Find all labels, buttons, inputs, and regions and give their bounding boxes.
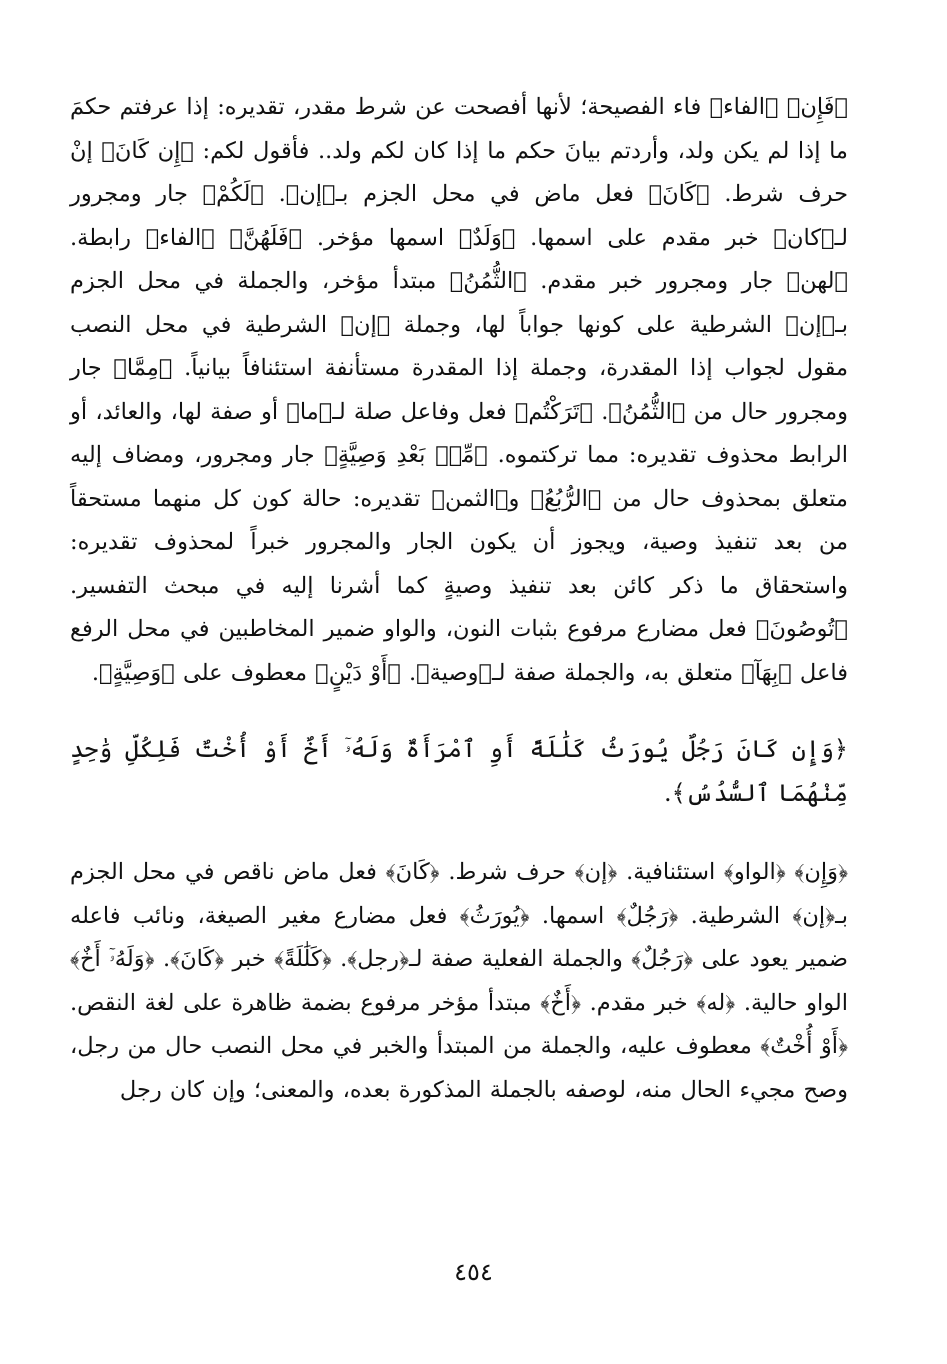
- page-number: ٤٥٤: [454, 1258, 493, 1286]
- quran-verse: ﴿وَإِن كَانَ رَجُلٌ يُورَثُ كَلَٰلَةً أَوِ ٱمْرَأَةٌ وَلَهُۥٓ أَخٌ أَوْ أُخْتٌ فَلِكُلِّ وَٰحِدٍ مِّنْهُمَا ٱلسُّدُسُ﴾.: [70, 735, 848, 807]
- paragraph-grammar-analysis-1: ﴿فَإِن﴾ ﴿الفاء﴾ فاء الفصيحة؛ لأنها أفصحت عن شرط مقدر، تقديره: إذا عرفتم حكمَ ما إذا لم يكن ولد، وأردتم بيانَ حكم ما إذا كان لكم ولد.. فأقول لكم: ﴿إِن كَانَ﴾ إنْ حرف شرط. ﴿كَانَ﴾ فعل ماض في محل الجزم بـ﴿إن﴾. ﴿لَكُمْ﴾ جار ومجرور لـ﴿كان﴾ خبر مقدم على اسمها. ﴿وَلَدٌ﴾ اسمها مؤخر. ﴿فَلَهُنَّ﴾ ﴿الفاء﴾ رابطة. ﴿لهن﴾ جار ومجرور خبر مقدم. ﴿الثُّمُنُ﴾ مبتدأ مؤخر، والجملة في محل الجزم بـ﴿إن﴾ الشرطية على كونها جواباً لها، وجملة ﴿إن﴾ الشرطية في محل النصب مقول لجواب إذا المقدرة، وجملة إذا المقدرة مستأنفة استئنافاً بيانياً. ﴿مِمَّا﴾ جار ومجرور حال من ﴿الثُّمُنُ﴾. ﴿تَرَكْتُم﴾ فعل وفاعل صلة لـ﴿ما﴾ أو صفة لها، والعائد، أو الرابط محذوف تقديره: مما تركتموه. ﴿مِّنۢ بَعْدِ وَصِيَّةٍ﴾ جار ومجرور، ومضاف إليه متعلق بمحذوف حال من ﴿الرُّبُعُ﴾ و﴿الثمن﴾ تقديره: حالة كون كل منهما مستحقاً من بعد تنفيذ وصية، ويجوز أن يكون الجار والمجرور خبراً لمحذوف تقديره: واستحقاق ما ذكر كائن بعد تنفيذ وصيةٍ كما أشرنا إليه في مبحث التفسير. ﴿تُوصُونَ﴾ فعل مضارع مرفوع بثبات النون، والواو ضمير المخاطبين في محل الرفع فاعل ﴿بِهَآ﴾ متعلق به، والجملة صفة لـ﴿وصية﴾. ﴿أَوْ دَيْنٍ﴾ معطوف على ﴿وَصِيَّةٍ﴾.: [70, 94, 848, 686]
- paragraph-grammar-analysis-2: ﴿وَإِن﴾ ﴿الواو﴾ استئنافية. ﴿إن﴾ حرف شرط. ﴿كَانَ﴾ فعل ماض ناقص في محل الجزم بـ﴿إن﴾ الشرطية. ﴿رَجُلٌ﴾ اسمها. ﴿يُورَثُ﴾ فعل مضارع مغير الصيغة، ونائب فاعله ضمير يعود على ﴿رَجُلٌ﴾ والجملة الفعلية صفة لـ﴿رجل﴾. ﴿كَلَٰلَةً﴾ خبر ﴿كَانَ﴾. ﴿وَلَهُۥٓ أَخٌ﴾ الواو حالية. ﴿له﴾ خبر مقدم. ﴿أَخٌ﴾ مبتدأ مؤخر مرفوع بضمة ظاهرة على لغة النقص. ﴿أَوْ أُخْتٌ﴾ معطوف عليه، والجملة من المبتدأ والخبر في محل النصب حال من رجل، وصح مجيء الحال منه، لوصفه بالجملة المذكورة بعده، والمعنى؛ وإن كان رجل: [70, 859, 848, 1103]
- page-body: [70, 86, 848, 1112]
